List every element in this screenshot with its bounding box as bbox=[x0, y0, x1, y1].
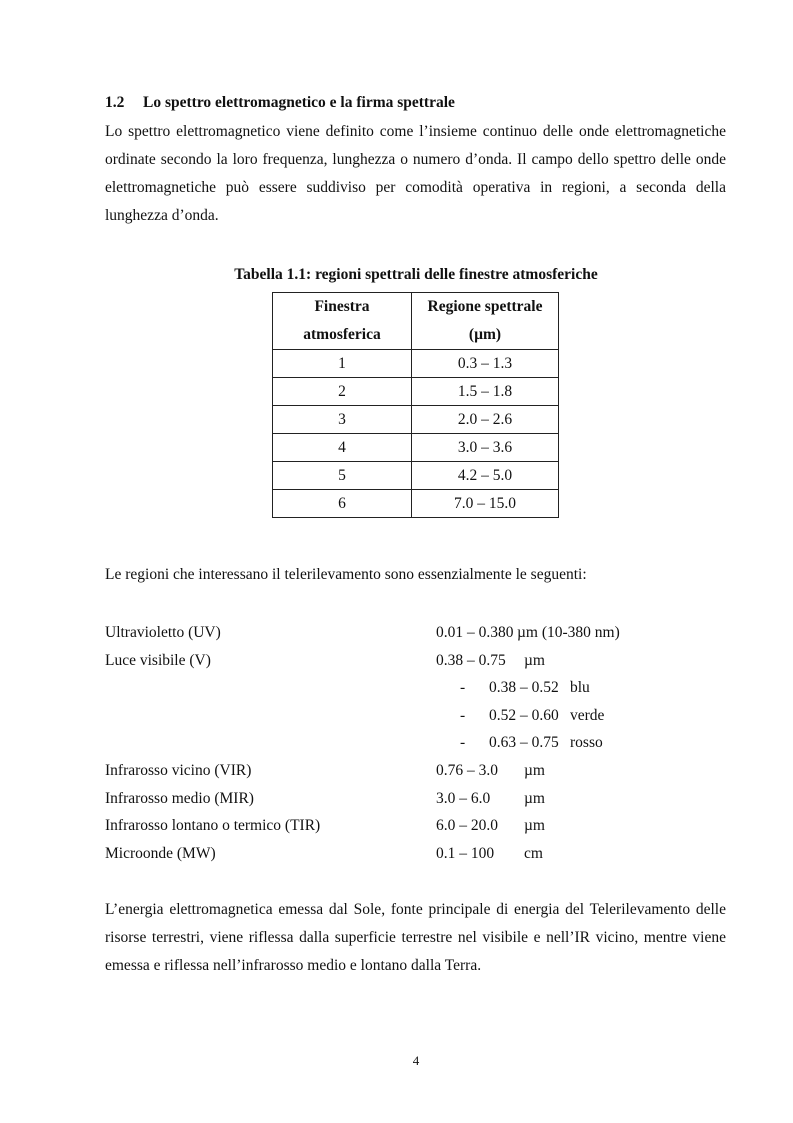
region-unit: µm bbox=[524, 651, 545, 669]
atmospheric-windows-table bbox=[272, 292, 559, 518]
subrange: 0.63 – 0.75 bbox=[489, 734, 559, 752]
visible-subrow-green bbox=[105, 702, 705, 730]
range-cell: 7.0 – 15.0 bbox=[412, 490, 559, 518]
range-cell: 4.2 – 5.0 bbox=[412, 462, 559, 490]
region-range: 0.1 – 100 bbox=[436, 844, 495, 862]
range-cell: 3.0 – 3.6 bbox=[412, 434, 559, 462]
region-unit: µm bbox=[524, 761, 545, 779]
header-window-line2: atmosferica bbox=[303, 326, 381, 343]
region-name: Infrarosso lontano o termico (TIR) bbox=[105, 817, 321, 835]
color-name: rosso bbox=[570, 734, 603, 752]
color-name: blu bbox=[570, 679, 590, 697]
table-header-row bbox=[273, 293, 559, 350]
table-row bbox=[273, 490, 559, 518]
table-caption: Tabella 1.1: regioni spettrali delle finestre atmosferiche bbox=[234, 266, 598, 283]
region-row-vir bbox=[105, 757, 705, 785]
region-name: Infrarosso vicino (VIR) bbox=[105, 761, 252, 779]
region-row-tir bbox=[105, 812, 705, 840]
region-range: 0.38 – 0.75 bbox=[436, 651, 506, 669]
region-row-mir bbox=[105, 785, 705, 813]
region-row-mw bbox=[105, 840, 705, 868]
region-range: 0.01 – 0.380 bbox=[436, 624, 514, 641]
header-window-line1: Finestra bbox=[314, 298, 370, 315]
table-row bbox=[273, 406, 559, 434]
list-dash: - bbox=[460, 734, 466, 752]
list-dash: - bbox=[460, 679, 466, 697]
region-unit: cm bbox=[524, 844, 543, 862]
visible-subrow-blue bbox=[105, 674, 705, 702]
region-name: Ultravioletto (UV) bbox=[105, 624, 221, 641]
subrange: 0.52 – 0.60 bbox=[489, 706, 559, 724]
section-number: 1.2 bbox=[105, 94, 125, 111]
table-row bbox=[273, 434, 559, 462]
region-row-visible bbox=[105, 647, 705, 675]
list-dash: - bbox=[460, 706, 466, 724]
section-title: Lo spettro elettromagnetico e la firma spettrale bbox=[143, 94, 455, 111]
header-window bbox=[273, 293, 412, 350]
table-row bbox=[273, 350, 559, 378]
region-range: 0.76 – 3.0 bbox=[436, 761, 498, 779]
range-cell: 2.0 – 2.6 bbox=[412, 406, 559, 434]
header-region-line1: Regione spettrale bbox=[427, 298, 543, 315]
region-unit: µm bbox=[524, 789, 545, 807]
energy-paragraph: L’energia elettromagnetica emessa dal Sole, fonte principale di energia del Telerilevamento delle risorse terrestri, viene riflessa dalla superficie terrestre nel visibile e nell’IR vicino, mentre viene emessa e riflessa nell’infrarosso medio e lontano dalla Terra. bbox=[105, 901, 726, 974]
regions-intro: Le regioni che interessano il telerilevamento sono essenzialmente le seguenti: bbox=[105, 566, 587, 583]
window-cell: 3 bbox=[273, 406, 412, 434]
region-name: Microonde (MW) bbox=[105, 844, 216, 862]
range-cell: 0.3 – 1.3 bbox=[412, 350, 559, 378]
intro-paragraph: Lo spettro elettromagnetico viene definito come l’insieme continuo delle onde elettromagnetiche ordinate secondo la loro frequenza, lunghezza o numero d’onda. Il campo dello spettro delle onde elettromagnetiche può essere suddiviso per comodità operativa in regioni, a seconda della lunghezza d’onda. bbox=[105, 123, 726, 224]
region-unit-note: µm (10-380 nm) bbox=[517, 624, 620, 641]
region-unit: µm bbox=[524, 817, 545, 835]
header-spectral-region bbox=[412, 293, 559, 350]
color-name: verde bbox=[570, 706, 605, 724]
table-row bbox=[273, 462, 559, 490]
section-heading bbox=[105, 94, 455, 112]
subrange: 0.38 – 0.52 bbox=[489, 679, 559, 697]
window-cell: 1 bbox=[273, 350, 412, 378]
window-cell: 6 bbox=[273, 490, 412, 518]
table-row bbox=[273, 378, 559, 406]
window-cell: 2 bbox=[273, 378, 412, 406]
header-region-line2: (µm) bbox=[468, 326, 502, 343]
region-name: Luce visibile (V) bbox=[105, 651, 211, 669]
region-range: 6.0 – 20.0 bbox=[436, 817, 498, 835]
range-cell: 1.5 – 1.8 bbox=[412, 378, 559, 406]
visible-subrow-red bbox=[105, 729, 705, 757]
page-number: 4 bbox=[412, 1053, 420, 1068]
regions-list bbox=[105, 619, 705, 867]
window-cell: 5 bbox=[273, 462, 412, 490]
window-cell: 4 bbox=[273, 434, 412, 462]
region-name: Infrarosso medio (MIR) bbox=[105, 789, 254, 807]
region-row-uv bbox=[105, 619, 705, 647]
region-range: 3.0 – 6.0 bbox=[436, 789, 491, 807]
